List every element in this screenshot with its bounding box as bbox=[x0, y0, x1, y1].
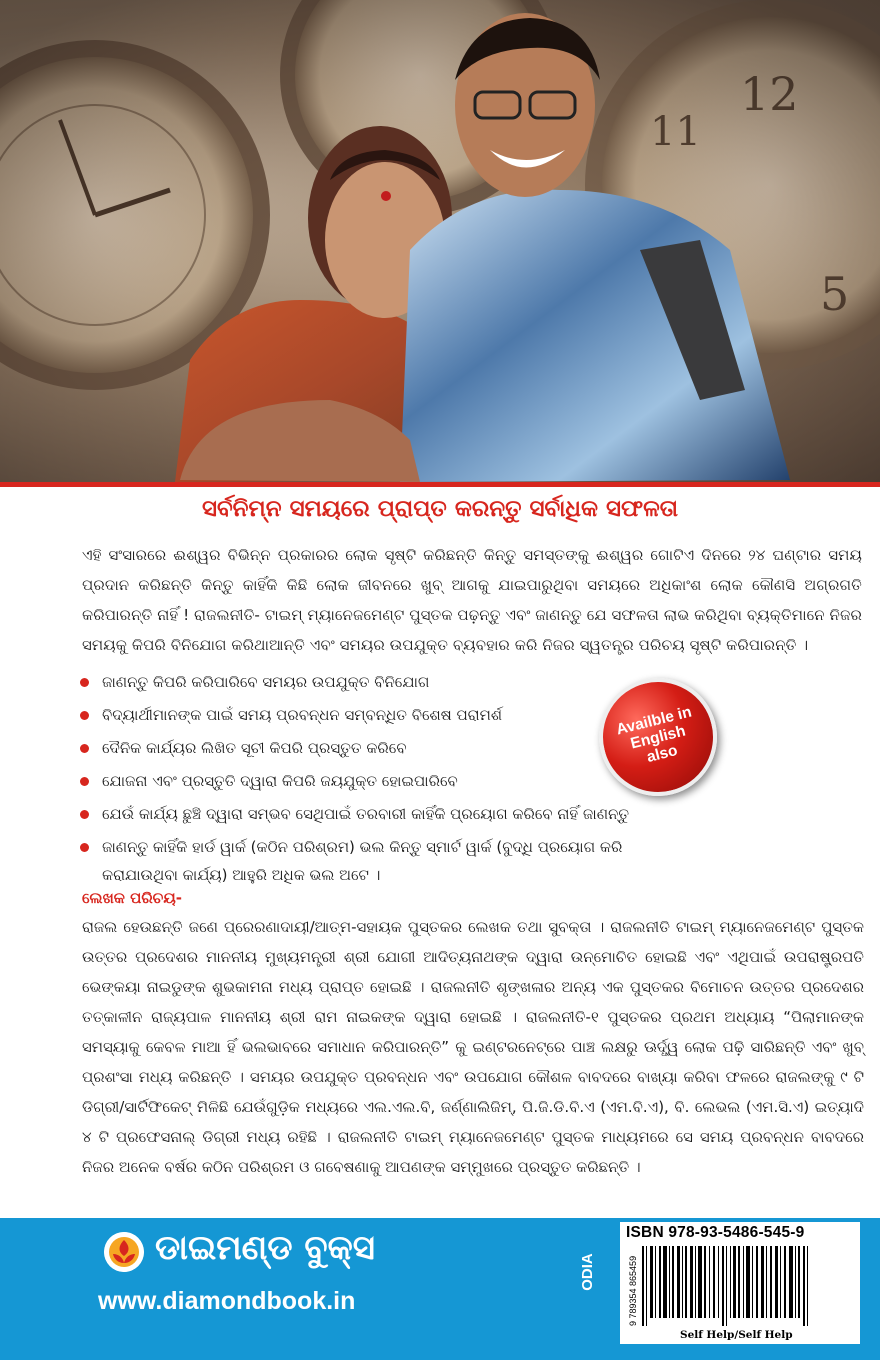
list-item-text: ଯେଉଁ କାର୍ଯ୍ୟ ଛୁଞ୍ଚି ଦ୍ୱାରା ସମ୍ଭବ ସେଥିପାଇଁ ତରବାରୀ କାହିଁକି ପ୍ରୟୋଗ କରିବେ ନାହିଁ ଜାଣନ୍ତୁ bbox=[102, 805, 630, 823]
publisher-brand: ଡାଇମଣ୍ଡ ବୁକ୍ସ bbox=[155, 1228, 375, 1268]
barcode-digits-svg bbox=[627, 1248, 639, 1328]
list-item bbox=[80, 800, 700, 828]
cover-photo-illustration bbox=[0, 0, 880, 482]
bullet-dot-icon bbox=[80, 744, 89, 753]
genre-label: Self Help/Self Help bbox=[680, 1329, 793, 1341]
diamond-books-logo-icon bbox=[104, 1232, 144, 1272]
badge-label: Availble in English also bbox=[614, 702, 694, 766]
red-divider bbox=[0, 482, 880, 487]
list-item-text: ଜାଣନ୍ତୁ କିପରି କରିପାରିବେ ସମୟର ଉପଯୁକ୍ତ ବିନିଯୋଗ bbox=[102, 673, 430, 691]
cover-photo bbox=[0, 0, 880, 482]
feature-list bbox=[80, 668, 700, 894]
list-item bbox=[80, 668, 700, 696]
isbn-number: ISBN 978-93-5486-545-9 bbox=[626, 1224, 805, 1241]
list-item-text: ଯୋଜନା ଏବଂ ପ୍ରସ୍ତୁତି ଦ୍ୱାରା କିପରି ଜୟଯୁକ୍ତ ହୋଇପାରିବେ bbox=[102, 772, 458, 790]
publisher-url[interactable]: www.diamondbook.in bbox=[98, 1287, 356, 1315]
list-item-text: ଦୈନିକ କାର୍ଯ୍ୟର ଲିଖିତ ସୂଚୀ କିପରି ପ୍ରସ୍ତୁତ କରିବେ bbox=[102, 739, 407, 757]
bullet-dot-icon bbox=[80, 678, 89, 687]
bullet-dot-icon bbox=[80, 711, 89, 720]
author-bio: ରାଜଲ ହେଉଛନ୍ତି ଜଣେ ପ୍ରେରଣାଦାୟୀ/ଆତ୍ମ-ସହାୟକ ପୁସ୍ତକର ଲେଖକ ତଥା ସୁବକ୍ତା । ରାଜଲନୀତି ଟାଇମ୍ ମ୍ୟାନେଜମେଣ୍ଟ ପୁସ୍ତକ ଉତ୍ତର ପ୍ରଦେଶର ମାନନୀୟ ମୁଖ୍ୟମନ୍ତ୍ରୀ ଶ୍ରୀ ଯୋଗୀ ଆଦିତ୍ୟନାଥଙ୍କ ଦ୍ୱାରା ଉନ୍ମୋଚିତ ହୋଇଛି ଏବଂ ଏଥିପାଇଁ ଉପରାଷ୍ଟ୍ରପତି ଭେଙ୍କୟା ନାଇଡୁଙ୍କ ଶୁଭକାମନା ମଧ୍ୟ ପ୍ରାପ୍ତ ହୋଇଛି । ରାଜଲନୀତି ଶୃଙ୍ଖଳାର ଅନ୍ୟ ଏକ ପୁସ୍ତକର ବିମୋଚନ ଉତ୍ତର ପ୍ରଦେଶର ତତ୍କାଳୀନ ରାଜ୍ୟପାଳ ମାନନୀୟ ଶ୍ରୀ ରାମ ନାଇକଙ୍କ ଦ୍ୱାରା ହୋଇଛି । ରାଜଲନୀତି-୧ ପୁସ୍ତକର ପ୍ରଥମ ଅଧ୍ୟାୟ “ପିଲାମାନଙ୍କ ସମସ୍ୟାକୁ କେବଳ ମାଆ ହିଁ ଭଲଭାବରେ ସମାଧାନ କରିପାରନ୍ତି” କୁ ଇଣ୍ଟରନେଟ୍‌ରେ ପାଞ୍ଚ ଲକ୍ଷରୁ ଊର୍ଦ୍ଧ୍ୱ ଲୋକ ପଢ଼ି ସାରିଛନ୍ତି ଏବଂ ଖୁବ୍ ପ୍ରଶଂସା ମଧ୍ୟ କରିଛନ୍ତି । ସମୟର ଉପଯୁକ୍ତ ପ୍ରବନ୍ଧନ ଏବଂ ଉପଯୋଗ କୌଶଳ ବାବଦରେ ବାଖ୍ୟା କରିବା ଫଳରେ ରାଜଲଙ୍କୁ ୯ ଟି ଡିଗ୍ରୀ/ସାର୍ଟିଫିକେଟ୍ ମିଳିଛି ଯେଉଁଗୁଡ଼ିକ ମଧ୍ୟରେ ଏଲ.ଏଲ.ବି, ଜର୍ଣ୍ଣାଲିଜିମ୍, ପି.ଜି.ଡି.ବି.ଏ (ଏମ.ବି.ଏ), ବି. ଲେଭଲ (ଏମ.ସି.ଏ) ଇତ୍ୟାଦି ୪ ଟି ପ୍ରଫେସନାଲ୍ ଡିଗ୍ରୀ ମଧ୍ୟ ରହିଛି । ରାଜଲନୀତି ଟାଇମ୍ ମ୍ୟାନେଜମେଣ୍ଟ ପୁସ୍ତକ ମାଧ୍ୟମରେ ସେ ସମୟ ପ୍ରବନ୍ଧନ ବାବଦରେ ନିଜର ଅନେକ ବର୍ଷର କଠିନ ପରିଶ୍ରମ ଓ ଗବେଷଣାକୁ ଆପଣଙ୍କ ସମ୍ମୁଖରେ ପ୍ରସ୍ତୁତ କରିଛନ୍ତି । bbox=[82, 918, 864, 1176]
list-item bbox=[80, 767, 700, 795]
bullet-dot-icon bbox=[80, 843, 89, 852]
list-item-text: ବିଦ୍ୟାର୍ଥୀମାନଙ୍କ ପାଇଁ ସମୟ ପ୍ରବନ୍ଧନ ସମ୍ବନ୍ଧିତ ବିଶେଷ ପରାମର୍ଶ bbox=[102, 706, 502, 724]
language-label: ODIA bbox=[579, 1253, 596, 1291]
bullet-dot-icon bbox=[80, 810, 89, 819]
bullet-dot-icon bbox=[80, 777, 89, 786]
headline: ସର୍ବନିମ୍ନ ସମୟରେ ପ୍ରାପ୍ତ କରନ୍ତୁ ସର୍ବାଧିକ ସଫଳତା bbox=[202, 496, 678, 522]
barcode-icon bbox=[628, 1246, 824, 1326]
barcode-digits-text: 9 789354 865459 bbox=[628, 1255, 638, 1326]
list-item bbox=[80, 833, 682, 889]
author-heading: ଲେଖକ ପରିଚୟ- bbox=[82, 889, 182, 907]
list-item-text: ଜାଣନ୍ତୁ କାହିଁକି ହାର୍ଡ ୱାର୍କ (କଠିନ ପରିଶ୍ରମ) ଭଲ କିନ୍ତୁ ସ୍ମାର୍ଟ ୱାର୍କ (ବୁଦ୍ଧି ପ୍ରୟୋଗ କରି କରାଯାଉଥିବା କାର୍ଯ୍ୟ) ଆହୁରି ଅଧିକ ଭଲ ଅଟେ । bbox=[102, 838, 623, 884]
intro-paragraph: ଏହି ସଂସାରରେ ଈଶ୍ୱର ବିଭିନ୍ନ ପ୍ରକାରର ଲୋକ ସୃଷ୍ଟି କରିଛନ୍ତି କିନ୍ତୁ ସମସ୍ତଙ୍କୁ ଈଶ୍ୱର ଗୋଟିଏ ଦିନରେ ୨୪ ଘଣ୍ଟାର ସମୟ ପ୍ରଦାନ କରିଛନ୍ତି କିନ୍ତୁ କାହିଁକି କିଛି ଲୋକ ଜୀବନରେ ଖୁବ୍ ଆଗକୁ ଯାଇପାରୁଥିବା ସମୟରେ ଅଧିକାଂଶ ଲୋକ କୌଣସି ଅଗ୍ରଗତି କରିପାରନ୍ତି ନାହିଁ ! ରାଜଲନୀତି- ଟାଇମ୍ ମ୍ୟାନେଜମେଣ୍ଟ ପୁସ୍ତକ ପଢ଼ନ୍ତୁ ଏବଂ ଜାଣନ୍ତୁ ଯେ ସଫଳତା ଲାଭ କରିଥିବା ବ୍ୟକ୍ତିମାନେ ନିଜର ସମୟକୁ କିପରି ବିନିଯୋଗ କରିଥାଆନ୍ତି ଏବଂ ସମୟର ଉପଯୁକ୍ତ ବ୍ୟବହାର କରି ନିଜର ସ୍ୱତନ୍ତ୍ର ପରିଚୟ ସୃଷ୍ଟି କରିପାରନ୍ତି । bbox=[82, 546, 862, 654]
barcode-digits bbox=[627, 1248, 639, 1328]
